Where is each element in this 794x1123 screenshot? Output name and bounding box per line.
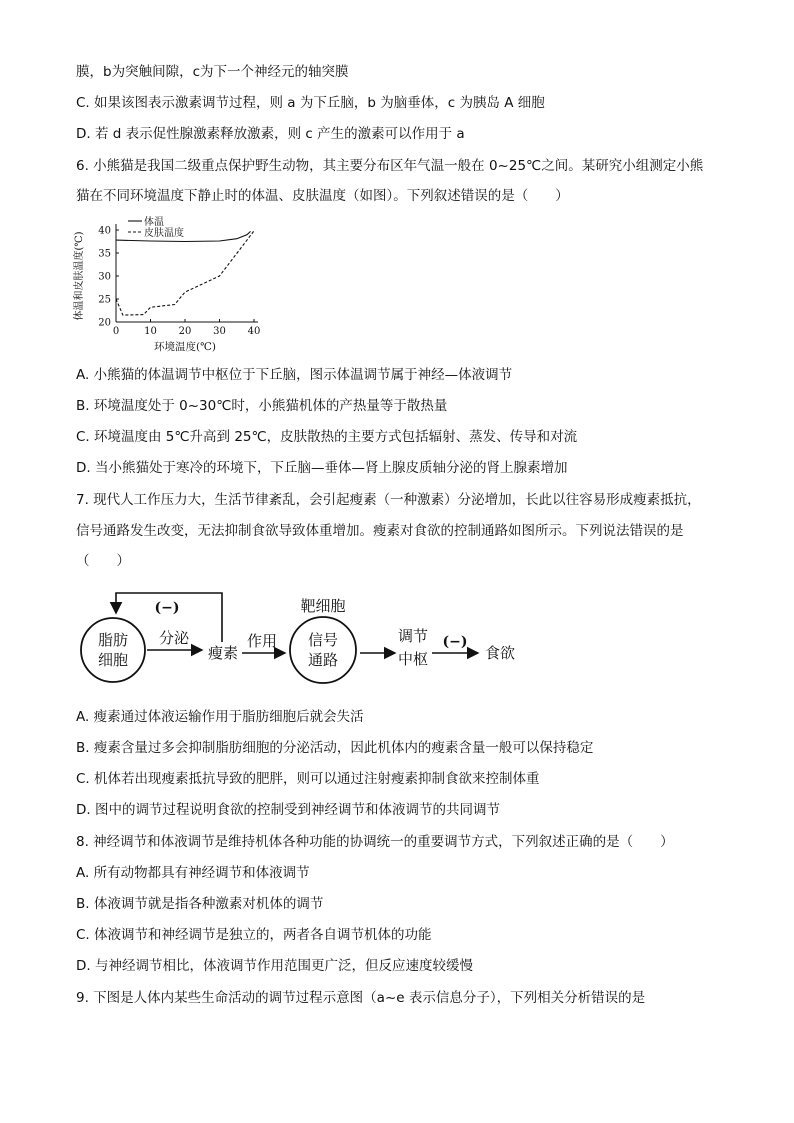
signal-label-1: 信号	[307, 631, 339, 649]
question-7-option-c: C. 机体若出现瘦素抵抗导致的肥胖，则可以通过注射瘦素抑制食欲来控制体重	[76, 771, 540, 787]
question-6-option-a: A. 小熊猫的体温调节中枢位于下丘脑，图示体温调节属于神经—体液调节	[76, 367, 513, 383]
legend-label: 体温	[144, 217, 164, 228]
question-7-option-d: D. 图中的调节过程说明食欲的控制受到神经调节和体液调节的共同调节	[76, 802, 500, 818]
appetite-label: 食欲	[484, 644, 516, 662]
legend-label: 皮肤温度	[144, 228, 184, 239]
leptin-label: 瘦素	[207, 644, 239, 662]
temperature-chart-svg	[70, 212, 270, 360]
secrete-label: 分泌	[158, 629, 190, 647]
question-8-option-b: B. 体液调节就是指各种激素对机体的调节	[76, 896, 324, 912]
temperature-chart	[70, 212, 270, 360]
question-8-option-a: A. 所有动物都具有神经调节和体液调节	[76, 865, 310, 881]
x-tick-label: 10	[144, 326, 157, 337]
question-6-option-c: C. 环境温度由 5℃升高到 25℃，皮肤散热的主要方式包括辐射、蒸发、传导和对流	[76, 429, 578, 445]
question-7-option-a: A. 瘦素通过体液运输作用于脂肪细胞后就会失活	[76, 709, 364, 725]
question-6-stem-cont: 猫在不同环境温度下静止时的体温、皮肤温度（如图）。下列叙述错误的是（ ）	[76, 188, 569, 204]
adipocyte-label-1: 脂肪	[97, 631, 129, 649]
adipocyte-node	[81, 618, 145, 682]
option-c-prev: C. 如果该图表示激素调节过程，则 a 为下丘脑，b 为脑垂体，c 为胰岛 A 细胞	[76, 95, 545, 111]
x-tick-label: 30	[213, 326, 226, 337]
y-tick-label: 35	[98, 248, 111, 260]
question-6-stem: 6. 小熊猫是我国二级重点保护野生动物，其主要分布区年气温一般在 0~25℃之间。某研究小组测定小熊	[76, 158, 704, 174]
y-axis-label: 体温和皮肤温度(℃)	[74, 231, 85, 321]
question-8-stem: 8. 神经调节和体液调节是维持机体各种功能的协调统一的重要调节方式，下列叙述正确的是（ ）	[76, 834, 674, 850]
signal-node	[290, 617, 356, 683]
center-label-1: 调节	[397, 627, 429, 645]
leptin-pathway-diagram	[70, 585, 530, 695]
option-d-prev: D. 若 d 表示促性腺激素释放激素，则 c 产生的激素可以作用于 a	[76, 126, 465, 142]
question-8-option-d: D. 与神经调节相比，体液调节作用范围更广泛，但反应速度较缓慢	[76, 958, 473, 974]
y-tick-label: 25	[98, 294, 111, 306]
act-label: 作用	[246, 632, 278, 650]
question-8-option-c: C. 体液调节和神经调节是独立的，两者各自调节机体的功能	[76, 927, 432, 943]
question-6-option-b: B. 环境温度处于 0~30℃时，小熊猫机体的产热量等于散热量	[76, 398, 448, 414]
regulate-label: (−)	[442, 634, 468, 650]
question-7-stem: 7. 现代人工作压力大，生活节律紊乱，会引起瘦素（一种激素）分泌增加，长此以往容易形成瘦素抵抗，	[76, 492, 701, 508]
leptin-pathway-svg	[70, 585, 530, 695]
skin-temperature-line	[116, 231, 254, 315]
question-7-stem-cont: 信号通路发生改变，无法抑制食欲导致体重增加。瘦素对食欲的控制通路如图所示。下列说法错误的是	[76, 523, 684, 539]
feedback-label: (−)	[154, 600, 180, 616]
signal-label-2: 通路	[307, 651, 339, 669]
y-tick-label: 20	[98, 317, 111, 329]
x-tick-label: 40	[247, 326, 261, 337]
x-tick-label: 0	[112, 326, 120, 337]
question-7-paren: （ ）	[76, 553, 130, 569]
y-tick-label: 40	[98, 225, 111, 237]
x-axis-label: 环境温度(℃)	[154, 341, 216, 353]
question-9-stem: 9. 下图是人体内某些生命活动的调节过程示意图（a~e 表示信息分子），下列相关分析错误的是	[76, 990, 646, 1006]
target-cell-label: 靶细胞	[300, 597, 346, 615]
question-6-option-d: D. 当小熊猫处于寒冷的环境下，下丘脑—垂体—肾上腺皮质轴分泌的肾上腺素增加	[76, 460, 568, 476]
text-line: 膜，b为突触间隙，c为下一个神经元的轴突膜	[76, 64, 349, 80]
question-7-option-b: B. 瘦素含量过多会抑制脂肪细胞的分泌活动，因此机体内的瘦素含量一般可以保持稳定	[76, 740, 594, 756]
adipocyte-label-2: 细胞	[97, 651, 129, 669]
x-tick-label: 20	[178, 326, 192, 337]
y-tick-label: 30	[98, 271, 111, 283]
center-label-2: 中枢	[397, 650, 429, 668]
